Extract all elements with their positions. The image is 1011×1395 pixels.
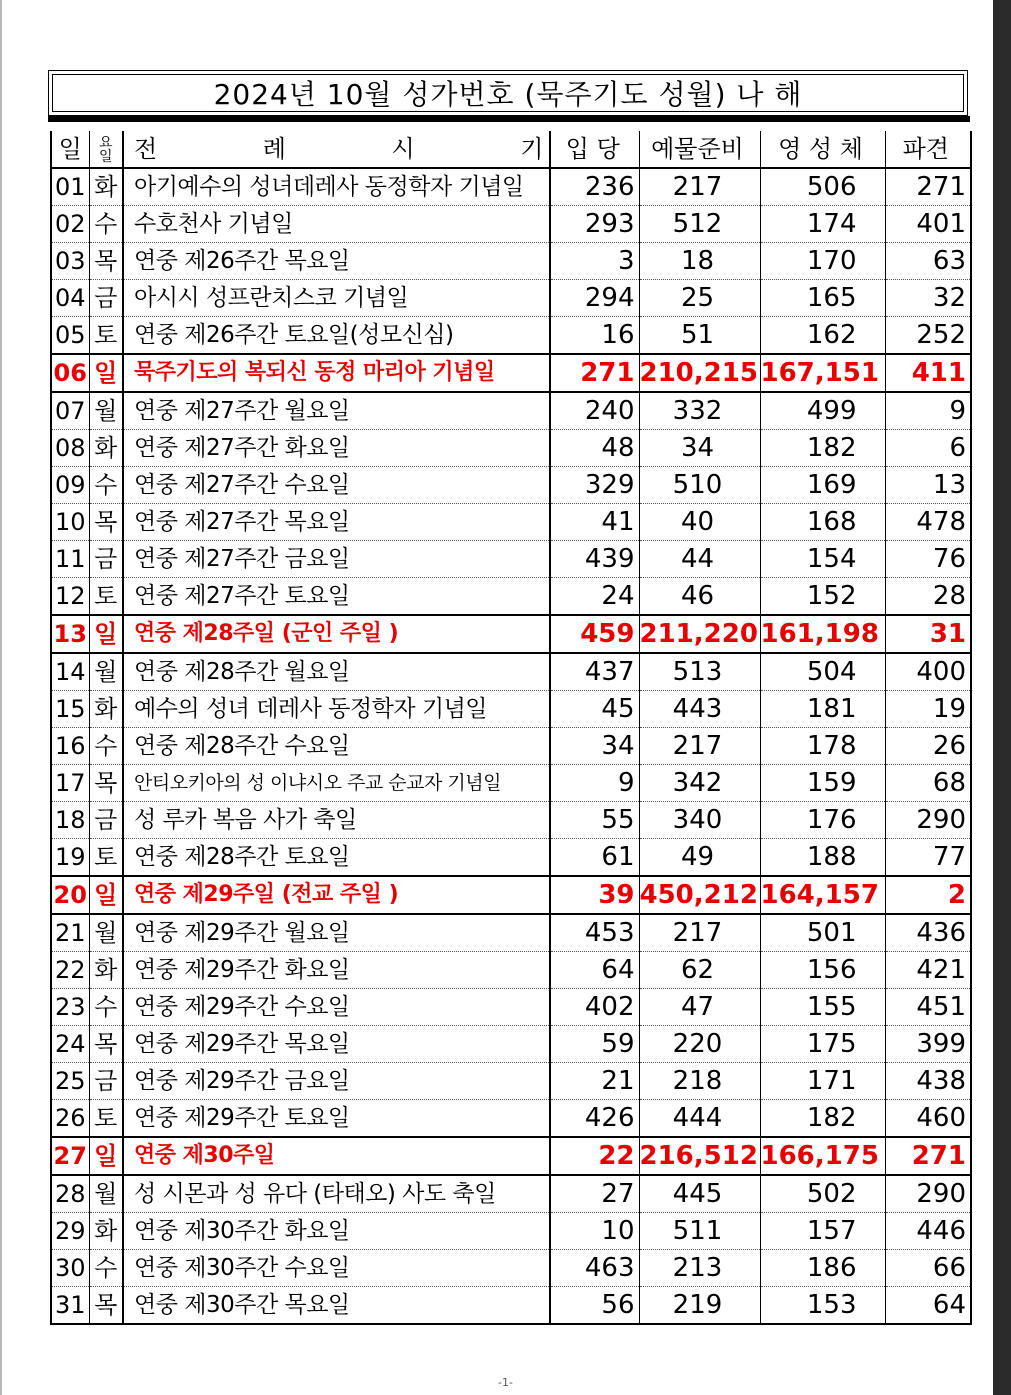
table-row	[51, 280, 971, 317]
liturgy-cell: 연중 제29주간 화요일	[123, 952, 550, 989]
weekday-cell: 일	[89, 615, 123, 653]
liturgy-cell: 연중 제30주일	[123, 1137, 550, 1175]
table-row	[51, 802, 971, 839]
weekday-cell: 월	[89, 1175, 123, 1213]
communion-hymn-cell: 154	[760, 541, 885, 578]
entrance-hymn-cell: 294	[550, 280, 639, 317]
sending-hymn-cell: 76	[885, 541, 971, 578]
communion-hymn-cell: 168	[760, 504, 885, 541]
entrance-hymn-cell: 329	[550, 467, 639, 504]
title-box	[48, 70, 968, 116]
day-cell: 21	[51, 914, 89, 952]
communion-hymn-cell: 178	[760, 728, 885, 765]
day-cell: 23	[51, 989, 89, 1026]
communion-hymn-cell: 174	[760, 206, 885, 243]
table-row	[51, 1137, 971, 1175]
day-cell: 14	[51, 653, 89, 691]
day-cell: 15	[51, 691, 89, 728]
document-title: 2024년 10월 성가번호 (묵주기도 성월) 나 해	[52, 74, 964, 112]
entrance-hymn-cell: 459	[550, 615, 639, 653]
weekday-cell: 수	[89, 467, 123, 504]
communion-hymn-cell: 506	[760, 168, 885, 206]
offertory-hymn-cell: 444	[639, 1100, 760, 1138]
day-cell: 28	[51, 1175, 89, 1213]
sending-hymn-cell: 438	[885, 1063, 971, 1100]
table-row	[51, 430, 971, 467]
offertory-hymn-cell: 510	[639, 467, 760, 504]
day-cell: 20	[51, 876, 89, 914]
offertory-hymn-cell: 217	[639, 728, 760, 765]
liturgy-cell: 예수의 성녀 데레사 동정학자 기념일	[123, 691, 550, 728]
communion-hymn-cell: 167,151	[760, 354, 885, 392]
weekday-cell: 화	[89, 430, 123, 467]
day-cell: 05	[51, 317, 89, 355]
header-offertory: 예물준비	[639, 131, 760, 168]
weekday-cell: 금	[89, 802, 123, 839]
hymn-schedule-table	[50, 131, 972, 1325]
sending-hymn-cell: 63	[885, 243, 971, 280]
day-cell: 01	[51, 168, 89, 206]
day-cell: 18	[51, 802, 89, 839]
sending-hymn-cell: 66	[885, 1250, 971, 1287]
header-weekday: 요일	[89, 131, 123, 168]
weekday-cell: 일	[89, 354, 123, 392]
offertory-hymn-cell: 217	[639, 914, 760, 952]
liturgy-cell: 연중 제29주간 토요일	[123, 1100, 550, 1138]
offertory-hymn-cell: 220	[639, 1026, 760, 1063]
table-row	[51, 1287, 971, 1325]
table-row	[51, 615, 971, 653]
liturgy-cell: 연중 제27주간 수요일	[123, 467, 550, 504]
page-number: -1-	[498, 1376, 513, 1389]
sending-hymn-cell: 460	[885, 1100, 971, 1138]
communion-hymn-cell: 175	[760, 1026, 885, 1063]
table-row	[51, 1100, 971, 1138]
offertory-hymn-cell: 211,220	[639, 615, 760, 653]
communion-hymn-cell: 159	[760, 765, 885, 802]
offertory-hymn-cell: 18	[639, 243, 760, 280]
offertory-hymn-cell: 34	[639, 430, 760, 467]
weekday-cell: 목	[89, 243, 123, 280]
weekday-cell: 월	[89, 914, 123, 952]
offertory-hymn-cell: 513	[639, 653, 760, 691]
liturgy-cell: 연중 제29주간 금요일	[123, 1063, 550, 1100]
entrance-hymn-cell: 240	[550, 392, 639, 430]
sending-hymn-cell: 77	[885, 839, 971, 877]
entrance-hymn-cell: 64	[550, 952, 639, 989]
weekday-cell: 수	[89, 989, 123, 1026]
table-row	[51, 691, 971, 728]
communion-hymn-cell: 501	[760, 914, 885, 952]
day-cell: 19	[51, 839, 89, 877]
weekday-cell: 목	[89, 504, 123, 541]
table-row	[51, 952, 971, 989]
offertory-hymn-cell: 511	[639, 1213, 760, 1250]
weekday-cell: 일	[89, 1137, 123, 1175]
offertory-hymn-cell: 217	[639, 168, 760, 206]
entrance-hymn-cell: 453	[550, 914, 639, 952]
sending-hymn-cell: 31	[885, 615, 971, 653]
entrance-hymn-cell: 437	[550, 653, 639, 691]
day-cell: 31	[51, 1287, 89, 1325]
offertory-hymn-cell: 512	[639, 206, 760, 243]
table-row	[51, 541, 971, 578]
sending-hymn-cell: 400	[885, 653, 971, 691]
entrance-hymn-cell: 61	[550, 839, 639, 877]
table-row	[51, 392, 971, 430]
communion-hymn-cell: 155	[760, 989, 885, 1026]
entrance-hymn-cell: 41	[550, 504, 639, 541]
entrance-hymn-cell: 463	[550, 1250, 639, 1287]
offertory-hymn-cell: 44	[639, 541, 760, 578]
liturgy-cell: 성 시몬과 성 유다 (타태오) 사도 축일	[123, 1175, 550, 1213]
table-row	[51, 578, 971, 616]
sending-hymn-cell: 399	[885, 1026, 971, 1063]
communion-hymn-cell: 176	[760, 802, 885, 839]
sending-hymn-cell: 26	[885, 728, 971, 765]
day-cell: 26	[51, 1100, 89, 1138]
day-cell: 27	[51, 1137, 89, 1175]
communion-hymn-cell: 157	[760, 1213, 885, 1250]
liturgy-cell: 아시시 성프란치스코 기념일	[123, 280, 550, 317]
liturgy-cell: 연중 제27주간 월요일	[123, 392, 550, 430]
offertory-hymn-cell: 216,512	[639, 1137, 760, 1175]
weekday-cell: 월	[89, 392, 123, 430]
table-row	[51, 354, 971, 392]
communion-hymn-cell: 188	[760, 839, 885, 877]
weekday-cell: 수	[89, 206, 123, 243]
sending-hymn-cell: 252	[885, 317, 971, 355]
offertory-hymn-cell: 332	[639, 392, 760, 430]
offertory-hymn-cell: 213	[639, 1250, 760, 1287]
weekday-cell: 화	[89, 691, 123, 728]
day-cell: 07	[51, 392, 89, 430]
day-cell: 09	[51, 467, 89, 504]
day-cell: 04	[51, 280, 89, 317]
entrance-hymn-cell: 39	[550, 876, 639, 914]
weekday-cell: 수	[89, 1250, 123, 1287]
liturgy-cell: 연중 제28주일 (군인 주일 )	[123, 615, 550, 653]
liturgy-cell: 연중 제27주간 토요일	[123, 578, 550, 616]
communion-hymn-cell: 502	[760, 1175, 885, 1213]
weekday-cell: 금	[89, 280, 123, 317]
communion-hymn-cell: 152	[760, 578, 885, 616]
weekday-cell: 토	[89, 839, 123, 877]
entrance-hymn-cell: 271	[550, 354, 639, 392]
table-row	[51, 1250, 971, 1287]
offertory-hymn-cell: 218	[639, 1063, 760, 1100]
liturgy-cell: 성 루카 복음 사가 축일	[123, 802, 550, 839]
sending-hymn-cell: 271	[885, 1137, 971, 1175]
entrance-hymn-cell: 59	[550, 1026, 639, 1063]
table-row	[51, 243, 971, 280]
communion-hymn-cell: 153	[760, 1287, 885, 1325]
header-sending: 파견	[885, 131, 971, 168]
entrance-hymn-cell: 236	[550, 168, 639, 206]
communion-hymn-cell: 171	[760, 1063, 885, 1100]
sending-hymn-cell: 446	[885, 1213, 971, 1250]
sending-hymn-cell: 271	[885, 168, 971, 206]
table-row	[51, 168, 971, 206]
table-row	[51, 504, 971, 541]
table-row	[51, 206, 971, 243]
weekday-cell: 화	[89, 168, 123, 206]
table-row	[51, 1213, 971, 1250]
liturgy-cell: 연중 제28주간 토요일	[123, 839, 550, 877]
offertory-hymn-cell: 210,215	[639, 354, 760, 392]
sending-hymn-cell: 478	[885, 504, 971, 541]
entrance-hymn-cell: 27	[550, 1175, 639, 1213]
liturgy-cell: 연중 제29주간 목요일	[123, 1026, 550, 1063]
liturgy-cell: 연중 제28주간 월요일	[123, 653, 550, 691]
table-header-row	[51, 131, 971, 168]
table-row	[51, 989, 971, 1026]
table-row	[51, 467, 971, 504]
entrance-hymn-cell: 34	[550, 728, 639, 765]
table-row	[51, 1026, 971, 1063]
communion-hymn-cell: 156	[760, 952, 885, 989]
offertory-hymn-cell: 340	[639, 802, 760, 839]
entrance-hymn-cell: 10	[550, 1213, 639, 1250]
header-liturgy-char: 례	[262, 135, 286, 163]
weekday-cell: 목	[89, 765, 123, 802]
communion-hymn-cell: 170	[760, 243, 885, 280]
sending-hymn-cell: 13	[885, 467, 971, 504]
sending-hymn-cell: 290	[885, 1175, 971, 1213]
offertory-hymn-cell: 219	[639, 1287, 760, 1325]
table-row	[51, 653, 971, 691]
offertory-hymn-cell: 51	[639, 317, 760, 355]
table-row	[51, 914, 971, 952]
day-cell: 22	[51, 952, 89, 989]
header-day: 일	[51, 131, 89, 168]
header-liturgy-char: 전	[134, 135, 157, 163]
communion-hymn-cell: 181	[760, 691, 885, 728]
weekday-cell: 토	[89, 317, 123, 355]
liturgy-cell: 안티오키아의 성 이냐시오 주교 순교자 기념일	[123, 765, 550, 802]
communion-hymn-cell: 165	[760, 280, 885, 317]
communion-hymn-cell: 161,198	[760, 615, 885, 653]
weekday-cell: 수	[89, 728, 123, 765]
liturgy-cell: 연중 제27주간 화요일	[123, 430, 550, 467]
table-row	[51, 317, 971, 355]
entrance-hymn-cell: 3	[550, 243, 639, 280]
sending-hymn-cell: 19	[885, 691, 971, 728]
sending-hymn-cell: 290	[885, 802, 971, 839]
day-cell: 08	[51, 430, 89, 467]
day-cell: 11	[51, 541, 89, 578]
offertory-hymn-cell: 450,212	[639, 876, 760, 914]
liturgy-cell: 연중 제26주간 토요일(성모신심)	[123, 317, 550, 355]
weekday-cell: 목	[89, 1287, 123, 1325]
weekday-cell: 금	[89, 541, 123, 578]
liturgy-cell: 연중 제26주간 목요일	[123, 243, 550, 280]
sending-hymn-cell: 68	[885, 765, 971, 802]
header-liturgy	[123, 131, 550, 168]
communion-hymn-cell: 169	[760, 467, 885, 504]
communion-hymn-cell: 499	[760, 392, 885, 430]
entrance-hymn-cell: 48	[550, 430, 639, 467]
liturgy-cell: 연중 제30주간 화요일	[123, 1213, 550, 1250]
communion-hymn-cell: 504	[760, 653, 885, 691]
table-row	[51, 1063, 971, 1100]
offertory-hymn-cell: 49	[639, 839, 760, 877]
weekday-cell: 금	[89, 1063, 123, 1100]
sending-hymn-cell: 451	[885, 989, 971, 1026]
entrance-hymn-cell: 24	[550, 578, 639, 616]
communion-hymn-cell: 182	[760, 1100, 885, 1138]
table-row	[51, 765, 971, 802]
sending-hymn-cell: 2	[885, 876, 971, 914]
day-cell: 24	[51, 1026, 89, 1063]
liturgy-cell: 연중 제27주간 금요일	[123, 541, 550, 578]
entrance-hymn-cell: 55	[550, 802, 639, 839]
entrance-hymn-cell: 56	[550, 1287, 639, 1325]
sending-hymn-cell: 32	[885, 280, 971, 317]
weekday-cell: 일	[89, 876, 123, 914]
sending-hymn-cell: 64	[885, 1287, 971, 1325]
offertory-hymn-cell: 62	[639, 952, 760, 989]
liturgy-cell: 연중 제29주간 월요일	[123, 914, 550, 952]
weekday-cell: 화	[89, 1213, 123, 1250]
liturgy-cell: 수호천사 기념일	[123, 206, 550, 243]
entrance-hymn-cell: 22	[550, 1137, 639, 1175]
weekday-cell: 토	[89, 1100, 123, 1138]
entrance-hymn-cell: 45	[550, 691, 639, 728]
offertory-hymn-cell: 25	[639, 280, 760, 317]
table-row	[51, 876, 971, 914]
day-cell: 16	[51, 728, 89, 765]
table-row	[51, 728, 971, 765]
communion-hymn-cell: 182	[760, 430, 885, 467]
offertory-hymn-cell: 445	[639, 1175, 760, 1213]
weekday-cell: 화	[89, 952, 123, 989]
entrance-hymn-cell: 21	[550, 1063, 639, 1100]
sending-hymn-cell: 411	[885, 354, 971, 392]
table-row	[51, 1175, 971, 1213]
sending-hymn-cell: 9	[885, 392, 971, 430]
entrance-hymn-cell: 9	[550, 765, 639, 802]
offertory-hymn-cell: 40	[639, 504, 760, 541]
day-cell: 30	[51, 1250, 89, 1287]
header-communion: 영 성 체	[760, 131, 885, 168]
communion-hymn-cell: 186	[760, 1250, 885, 1287]
liturgy-cell: 연중 제30주간 목요일	[123, 1287, 550, 1325]
offertory-hymn-cell: 46	[639, 578, 760, 616]
liturgy-cell: 아기예수의 성녀데레사 동정학자 기념일	[123, 168, 550, 206]
table-row	[51, 839, 971, 877]
entrance-hymn-cell: 16	[550, 317, 639, 355]
day-cell: 25	[51, 1063, 89, 1100]
entrance-hymn-cell: 293	[550, 206, 639, 243]
entrance-hymn-cell: 426	[550, 1100, 639, 1138]
sending-hymn-cell: 6	[885, 430, 971, 467]
liturgy-cell: 묵주기도의 복되신 동정 마리아 기념일	[123, 354, 550, 392]
day-cell: 06	[51, 354, 89, 392]
sending-hymn-cell: 421	[885, 952, 971, 989]
day-cell: 29	[51, 1213, 89, 1250]
sending-hymn-cell: 28	[885, 578, 971, 616]
liturgy-cell: 연중 제30주간 수요일	[123, 1250, 550, 1287]
day-cell: 13	[51, 615, 89, 653]
header-liturgy-char: 시	[391, 135, 415, 163]
day-cell: 02	[51, 206, 89, 243]
weekday-cell: 목	[89, 1026, 123, 1063]
communion-hymn-cell: 164,157	[760, 876, 885, 914]
offertory-hymn-cell: 342	[639, 765, 760, 802]
entrance-hymn-cell: 439	[550, 541, 639, 578]
communion-hymn-cell: 162	[760, 317, 885, 355]
weekday-cell: 월	[89, 653, 123, 691]
entrance-hymn-cell: 402	[550, 989, 639, 1026]
title-underline	[48, 116, 970, 122]
liturgy-cell: 연중 제29주간 수요일	[123, 989, 550, 1026]
day-cell: 17	[51, 765, 89, 802]
header-entrance: 입 당	[550, 131, 639, 168]
offertory-hymn-cell: 47	[639, 989, 760, 1026]
liturgy-cell: 연중 제29주일 (전교 주일 )	[123, 876, 550, 914]
liturgy-cell: 연중 제28주간 수요일	[123, 728, 550, 765]
offertory-hymn-cell: 443	[639, 691, 760, 728]
sending-hymn-cell: 436	[885, 914, 971, 952]
liturgy-cell: 연중 제27주간 목요일	[123, 504, 550, 541]
weekday-cell: 토	[89, 578, 123, 616]
day-cell: 12	[51, 578, 89, 616]
day-cell: 03	[51, 243, 89, 280]
communion-hymn-cell: 166,175	[760, 1137, 885, 1175]
sending-hymn-cell: 401	[885, 206, 971, 243]
header-liturgy-char: 기	[520, 135, 543, 163]
day-cell: 10	[51, 504, 89, 541]
